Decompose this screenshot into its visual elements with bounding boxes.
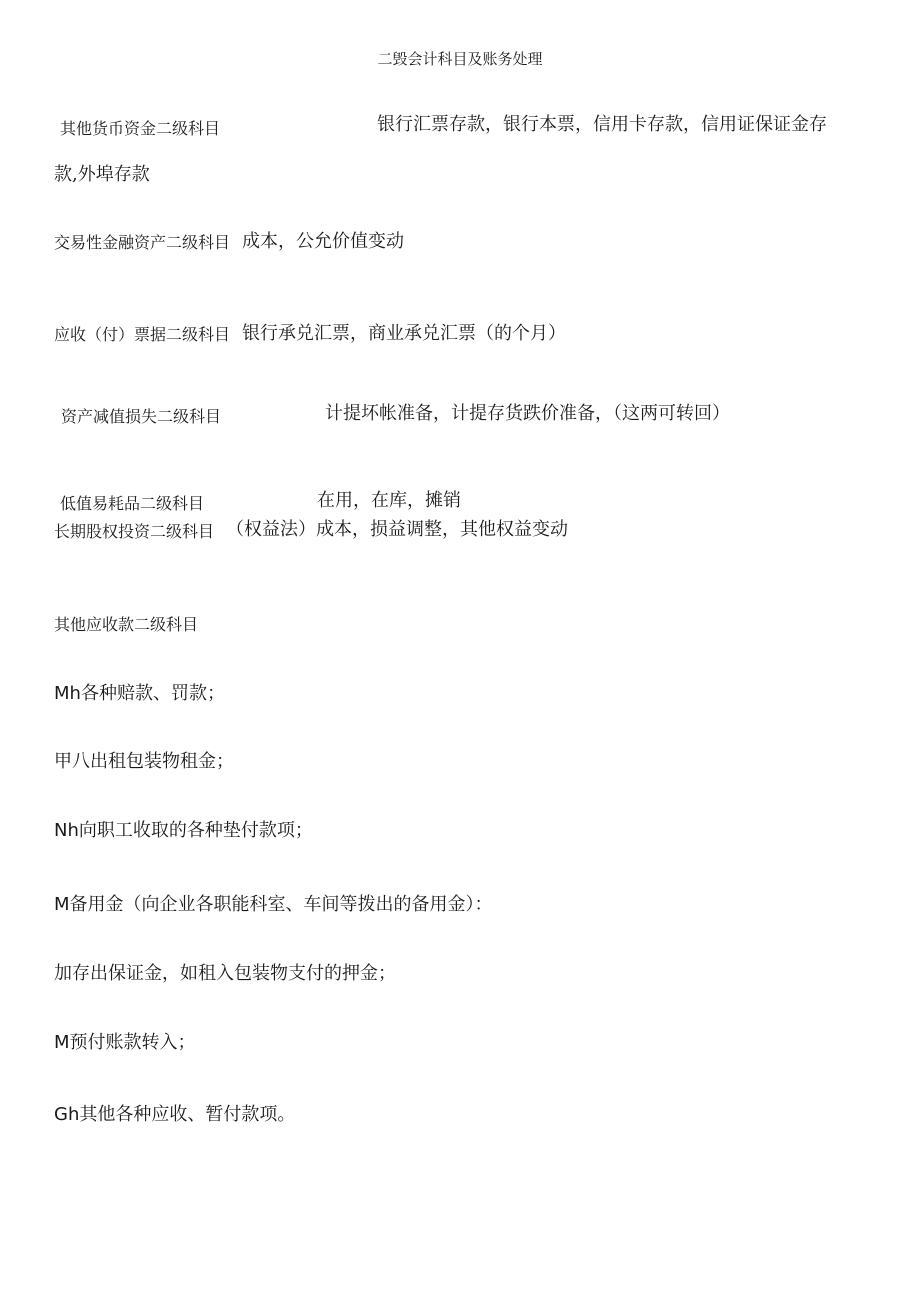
list-item [54, 685, 225, 703]
section-label-notes-receivable: 应收（付）票据二级科目 [54, 325, 231, 344]
section-content-asset-impairment: 计提坏帐准备，计提存货跌价准备，（这两可转回） [325, 403, 730, 424]
section-label-asset-impairment: 资产减值损失二级科目 [61, 407, 222, 426]
section-label-other-monetary-funds: 其他货币资金二级科目 [60, 119, 221, 138]
list-item [54, 753, 234, 771]
list-item [54, 965, 396, 983]
list-item-text: 各种赔款、罚款； [80, 683, 225, 704]
list-item-text: 预付账款转入； [69, 1032, 196, 1053]
section-label-long-term-equity-investment: 长期股权投资二级科目 [54, 522, 215, 541]
list-item [54, 896, 493, 914]
list-item-prefix: Mh [54, 683, 81, 704]
section-content-continued-other-monetary-funds: 款,外埠存款 [54, 164, 150, 185]
list-item-text: 向职工收取的各种垫付款项； [78, 820, 313, 841]
section-label-trading-financial-assets: 交易性金融资产二级科目 [54, 233, 231, 252]
section-content-trading-financial-assets: 成本，公允价值变动 [242, 231, 404, 252]
list-item [54, 1034, 196, 1052]
list-item-prefix: M [54, 894, 70, 915]
list-item-text: 其他各种应收、暂付款项。 [79, 1104, 296, 1125]
list-item-text: 甲八出租包装物租金； [54, 751, 234, 772]
section-content-notes-receivable: 银行承兑汇票，商业承兑汇票（的个月） [242, 323, 566, 344]
section-label-low-value-consumables: 低值易耗品二级科目 [60, 494, 205, 513]
list-item [54, 822, 313, 840]
list-item-prefix: M [54, 1032, 70, 1053]
list-item [54, 1106, 295, 1124]
list-item-prefix: Gh [54, 1104, 80, 1125]
list-item-text: 备用金（向企业各职能科室、车间等拨出的备用金）： [69, 894, 493, 915]
section-content-other-monetary-funds: 银行汇票存款，银行本票，信用卡存款，信用证保证金存 [377, 114, 827, 135]
section-content-low-value-consumables: 在用，在库，摊销 [317, 490, 461, 511]
list-item-text: 加存出保证金，如租入包装物支付的押金； [54, 963, 396, 984]
document-title: 二毁会计科目及账务处理 [377, 50, 543, 68]
section-label-other-receivables: 其他应收款二级科目 [54, 615, 199, 634]
list-item-prefix: Nh [54, 820, 79, 841]
section-content-long-term-equity-investment: （权益法）成本，损益调整，其他权益变动 [226, 519, 568, 540]
